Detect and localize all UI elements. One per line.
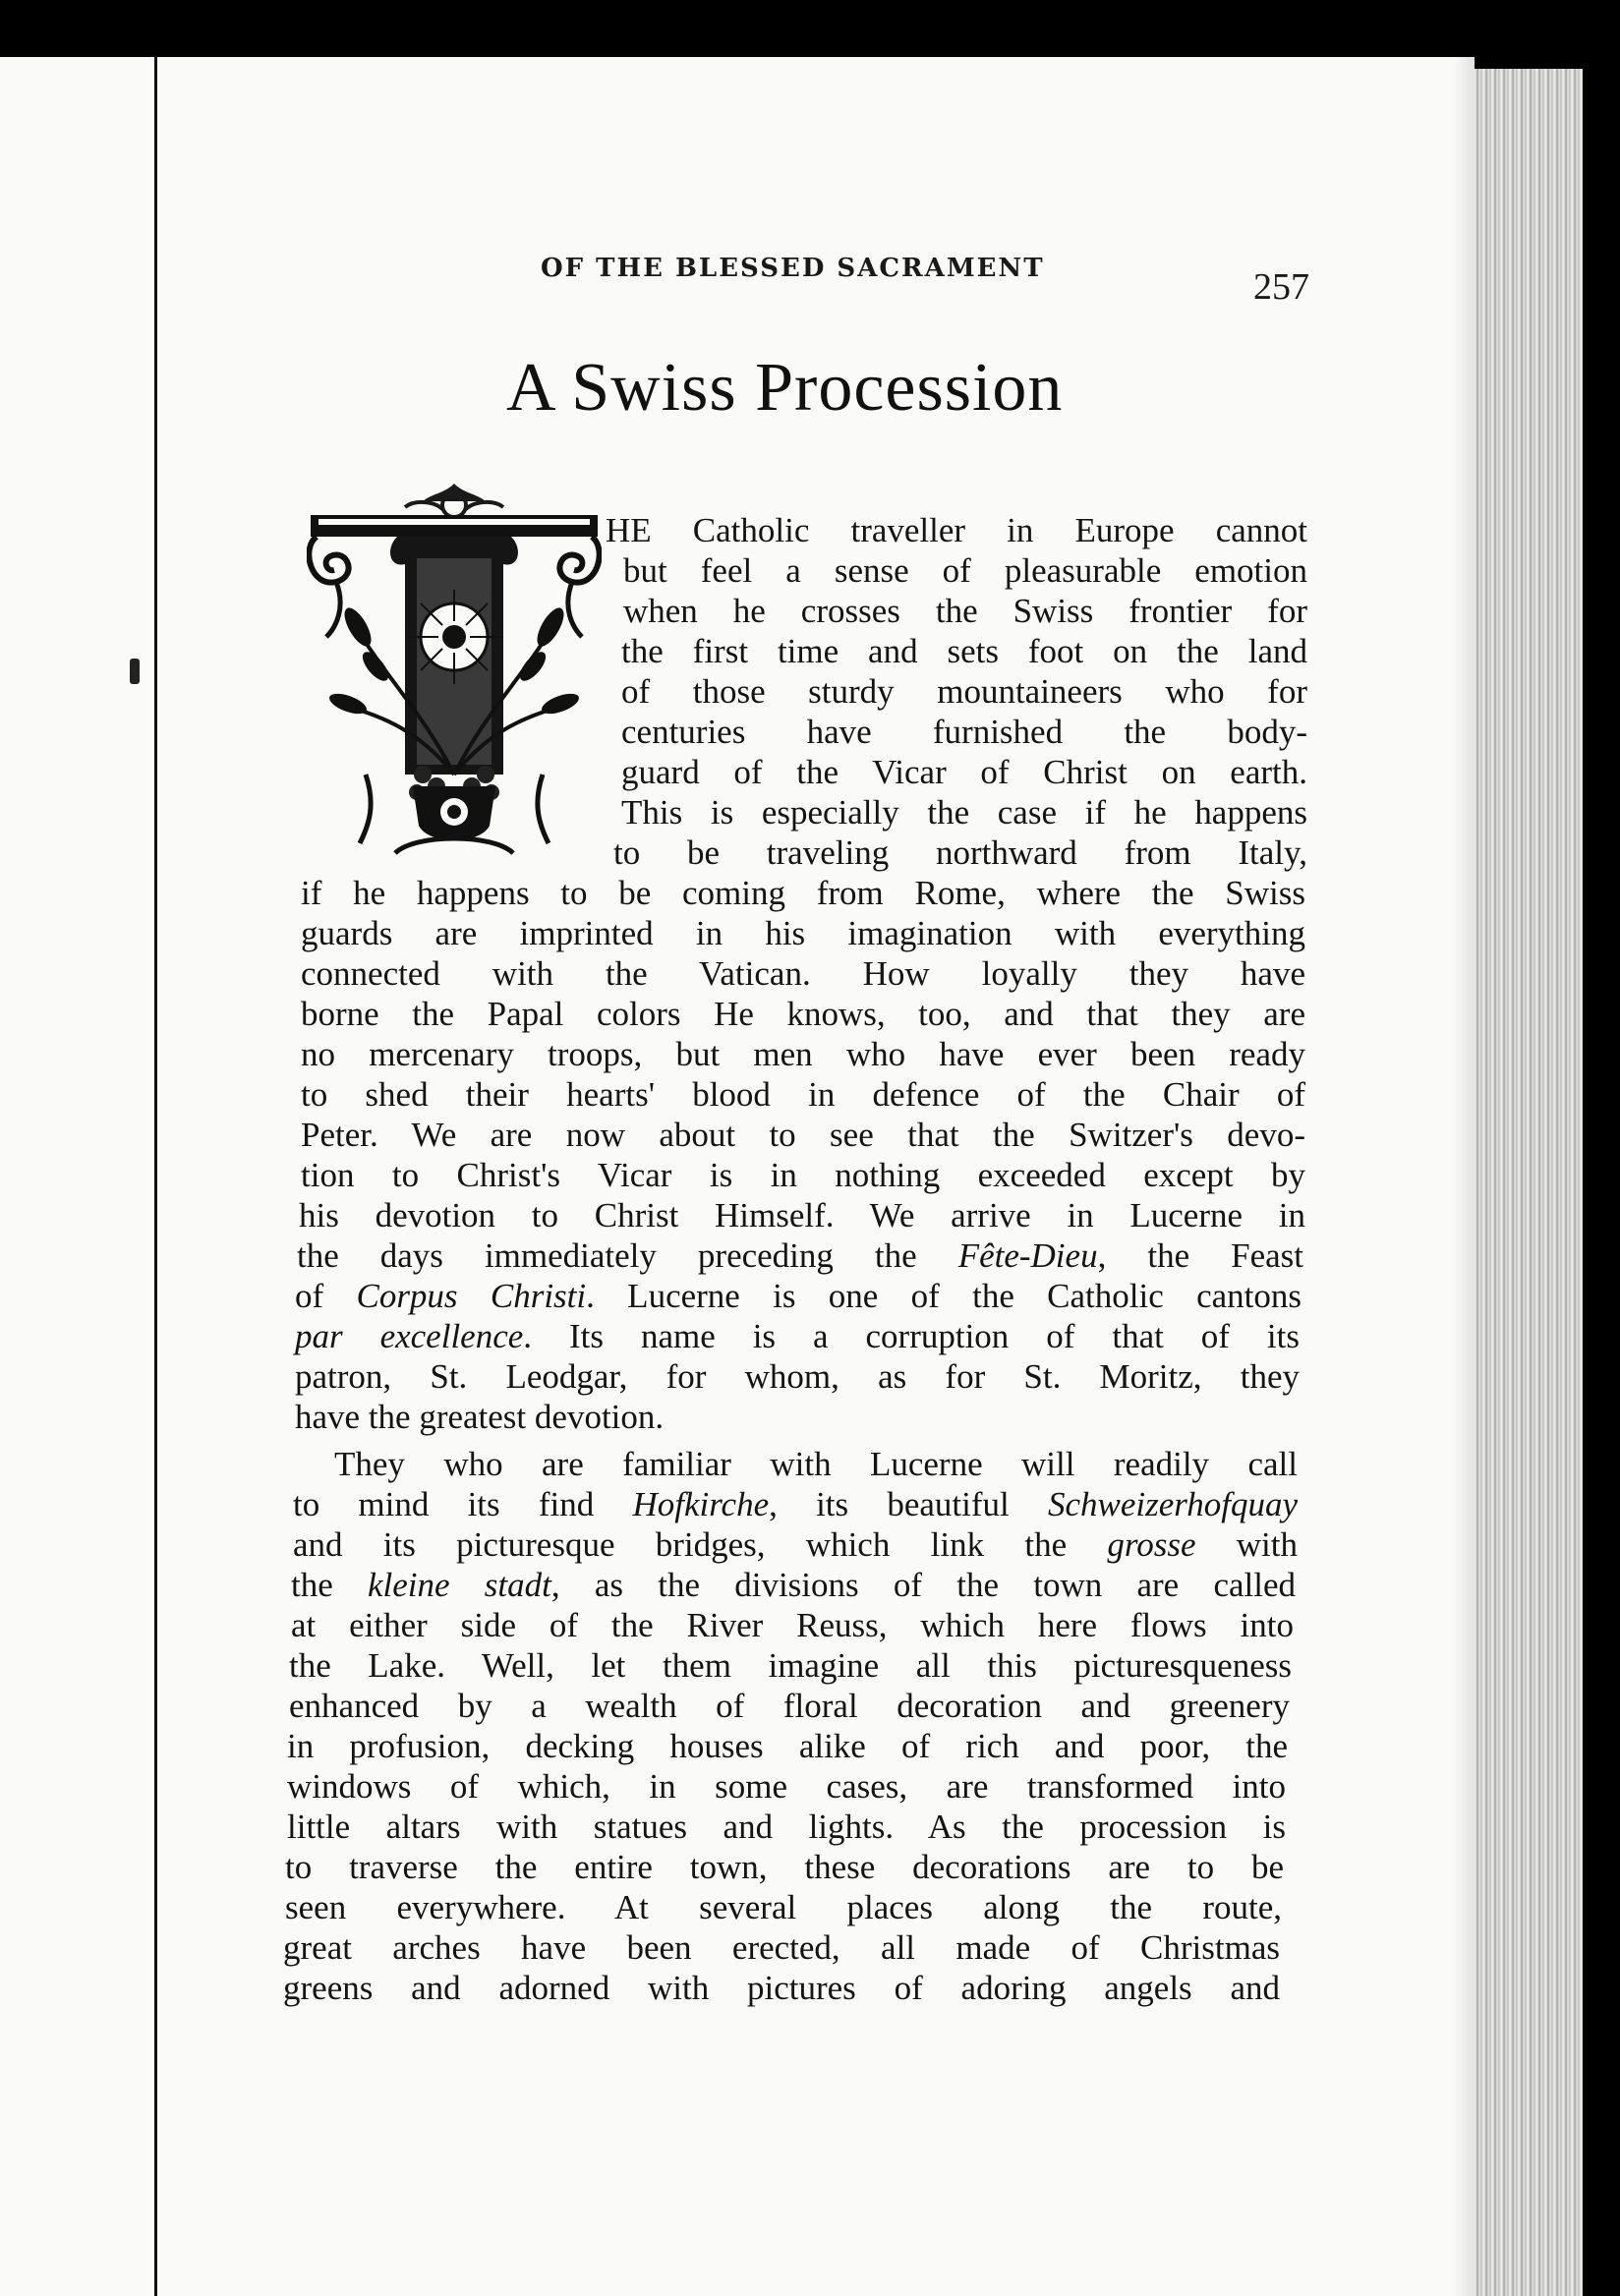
text-line: to mind its find Hofkirche, its beautiful Schweizerhofquay bbox=[293, 1485, 1298, 1523]
chapter-title: A Swiss Procession bbox=[506, 350, 1064, 426]
text-line: Peter. We are now about to see that the Switzer's devo- bbox=[301, 1116, 1305, 1154]
text-line: guards are imprinted in his imagination with everything bbox=[301, 914, 1305, 952]
text-line: but feel a sense of pleasurable emotion bbox=[623, 551, 1307, 590]
text-line: in profusion, decking houses alike of rich and poor, the bbox=[287, 1727, 1288, 1765]
text-line: to shed their hearts' blood in defence of the Chair of bbox=[301, 1075, 1305, 1114]
text-line: no mercenary troops, but men who have ever been ready bbox=[301, 1035, 1305, 1073]
running-head: OF THE BLESSED SACRAMENT bbox=[541, 254, 1045, 283]
ornamental-dropcap-t bbox=[307, 480, 602, 859]
text-line: par excellence. Its name is a corruption of that of its bbox=[295, 1317, 1300, 1355]
text-line: when he crosses the Swiss frontier for bbox=[623, 592, 1307, 630]
text-line: the days immediately preceding the Fête-Dieu, the Feast bbox=[297, 1236, 1304, 1275]
text-line: tion to Christ's Vicar is in nothing exceeded except by bbox=[301, 1156, 1305, 1194]
text-line: to be traveling northward from Italy, bbox=[613, 833, 1307, 872]
text-line: connected with the Vatican. How loyally they have bbox=[301, 954, 1305, 993]
text-line: at either side of the River Reuss, which here flows into bbox=[291, 1606, 1294, 1644]
text-line: centuries have furnished the body- bbox=[621, 713, 1307, 751]
text-line: the kleine stadt, as the divisions of the town are called bbox=[291, 1566, 1296, 1604]
text-line: and its picturesque bridges, which link the grosse with bbox=[293, 1525, 1298, 1564]
text-line: patron, St. Leodgar, for whom, as for St. Moritz, they bbox=[295, 1357, 1300, 1396]
text-line: greens and adorned with pictures of adoring angels and bbox=[283, 1969, 1280, 2007]
text-line: seen everywhere. At several places along the route, bbox=[285, 1888, 1282, 1926]
text-line: great arches have been erected, all made of Christmas bbox=[283, 1928, 1280, 1967]
text-line: guard of the Vicar of Christ on earth. bbox=[621, 753, 1307, 791]
page-stack-edge bbox=[1475, 69, 1583, 2296]
gutter-mark bbox=[130, 659, 140, 684]
text-line: This is especially the case if he happens bbox=[621, 793, 1307, 832]
gutter-line bbox=[154, 57, 157, 2296]
text-line: have the greatest devotion. bbox=[295, 1398, 665, 1436]
text-line: the Lake. Well, let them imagine all this picturesqueness bbox=[289, 1646, 1292, 1685]
text-line: of Corpus Christi. Lucerne is one of the Catholic cantons bbox=[295, 1277, 1302, 1315]
text-line: They who are familiar with Lucerne will readily call bbox=[334, 1445, 1298, 1483]
text-line: HE Catholic traveller in Europe cannot bbox=[606, 511, 1307, 549]
text-line: of those sturdy mountaineers who for bbox=[621, 672, 1307, 711]
text-line: enhanced by a wealth of floral decoration and greenery bbox=[289, 1687, 1290, 1725]
text-line: if he happens to be coming from Rome, where the Swiss bbox=[301, 874, 1305, 912]
page-number: 257 bbox=[1253, 266, 1309, 308]
text-line: to traverse the entire town, these decorations are to be bbox=[285, 1848, 1284, 1886]
text-line: windows of which, in some cases, are transformed into bbox=[287, 1767, 1286, 1806]
text-line: borne the Papal colors He knows, too, and that they are bbox=[301, 995, 1305, 1033]
text-line: little altars with statues and lights. As the procession is bbox=[287, 1808, 1286, 1846]
text-line: the first time and sets foot on the land bbox=[621, 632, 1307, 670]
text-line: his devotion to Christ Himself. We arrive in Lucerne in bbox=[299, 1196, 1305, 1234]
